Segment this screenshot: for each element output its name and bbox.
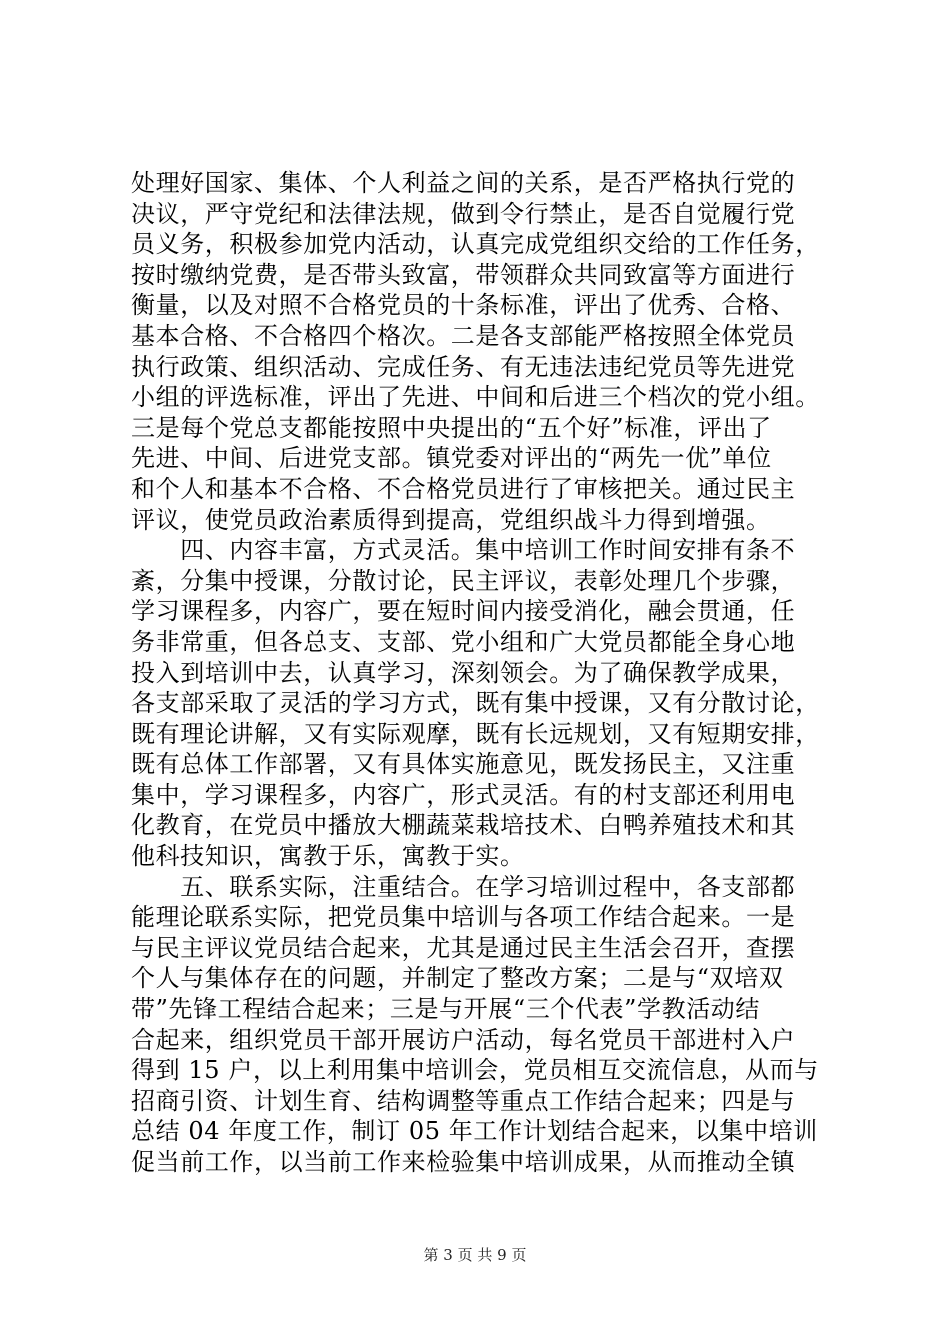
text-line: 和个人和基本不合格、不合格党员进行了审核把关。通过民主 xyxy=(131,474,796,503)
text-line: 促当前工作，以当前工作来检验集中培训成果，从而推动全镇 xyxy=(131,1148,796,1176)
text-line: 学习课程多，内容广，要在短时间内接受消化，融会贯通，任 xyxy=(131,597,796,626)
text-line: 既有理论讲解，又有实际观摩，既有长远规划，又有短期安排， xyxy=(131,719,820,748)
text-line: 合起来，组织党员干部开展访户活动，每名党员干部进村入户 xyxy=(131,1025,796,1054)
text-line: 投入到培训中去，认真学习，深刻领会。为了确保教学成果， xyxy=(131,658,796,687)
text-line: 总结 04 年度工作，制订 05 年工作计划结合起来，以集中培训 xyxy=(131,1117,818,1146)
text-line: 执行政策、组织活动、完成任务、有无违法违纪党员等先进党 xyxy=(131,352,796,381)
body-text xyxy=(131,168,831,1178)
text-line: 得到 15 户，以上利用集中培训会，党员相互交流信息，从而与 xyxy=(131,1056,819,1085)
text-line: 个人与集体存在的问题，并制定了整改方案；二是与“双培双 xyxy=(131,964,784,993)
text-line: 五、联系实际，注重结合。在学习培训过程中，各支部都 xyxy=(131,872,796,901)
text-line: 按时缴纳党费，是否带头致富，带领群众共同致富等方面进行 xyxy=(131,260,796,289)
text-line: 务非常重，但各总支、支部、党小组和广大党员都能全身心地 xyxy=(131,627,796,656)
text-line: 员义务，积极参加党内活动，认真完成党组织交给的工作任务， xyxy=(131,230,820,259)
text-line: 能理论联系实际，把党员集中培训与各项工作结合起来。一是 xyxy=(131,903,796,932)
text-line: 与民主评议党员结合起来，尤其是通过民主生活会召开，查摆 xyxy=(131,933,796,962)
text-line: 招商引资、计划生育、结构调整等重点工作结合起来；四是与 xyxy=(131,1086,796,1115)
text-line: 四、内容丰富，方式灵活。集中培训工作时间安排有条不 xyxy=(131,536,796,565)
text-line: 三是每个党总支都能按照中央提出的“五个好”标准，评出了 xyxy=(131,413,772,442)
text-line: 带”先锋工程结合起来；三是与开展“三个代表”学教活动结 xyxy=(131,995,761,1024)
text-line: 处理好国家、集体、个人利益之间的关系，是否严格执行党的 xyxy=(131,169,796,197)
text-line: 基本合格、不合格四个格次。二是各支部能严格按照全体党员 xyxy=(131,321,796,350)
page-footer: 第 3 页 共 9 页 xyxy=(423,1246,527,1264)
text-line: 小组的评选标准，评出了先进、中间和后进三个档次的党小组。 xyxy=(131,383,820,412)
text-line: 紊，分集中授课，分散讨论，民主评议，表彰处理几个步骤， xyxy=(131,566,796,595)
text-line: 集中，学习课程多，内容广，形式灵活。有的村支部还利用电 xyxy=(131,780,796,809)
text-line: 各支部采取了灵活的学习方式，既有集中授课，又有分散讨论， xyxy=(131,689,820,718)
text-line: 先进、中间、后进党支部。镇党委对评出的“两先一优”单位 xyxy=(131,444,772,473)
text-line: 他科技知识，寓教于乐，寓教于实。 xyxy=(131,842,525,871)
text-line: 化教育，在党员中播放大棚蔬菜栽培技术、白鸭养殖技术和其 xyxy=(131,811,796,840)
text-line: 决议，严守党纪和法律法规，做到令行禁止，是否自觉履行党 xyxy=(131,199,796,228)
text-line: 评议，使党员政治素质得到提高，党组织战斗力得到增强。 xyxy=(131,505,771,534)
text-line: 衡量，以及对照不合格党员的十条标准，评出了优秀、合格、 xyxy=(131,291,796,320)
text-line: 既有总体工作部署，又有具体实施意见，既发扬民主，又注重 xyxy=(131,750,796,779)
